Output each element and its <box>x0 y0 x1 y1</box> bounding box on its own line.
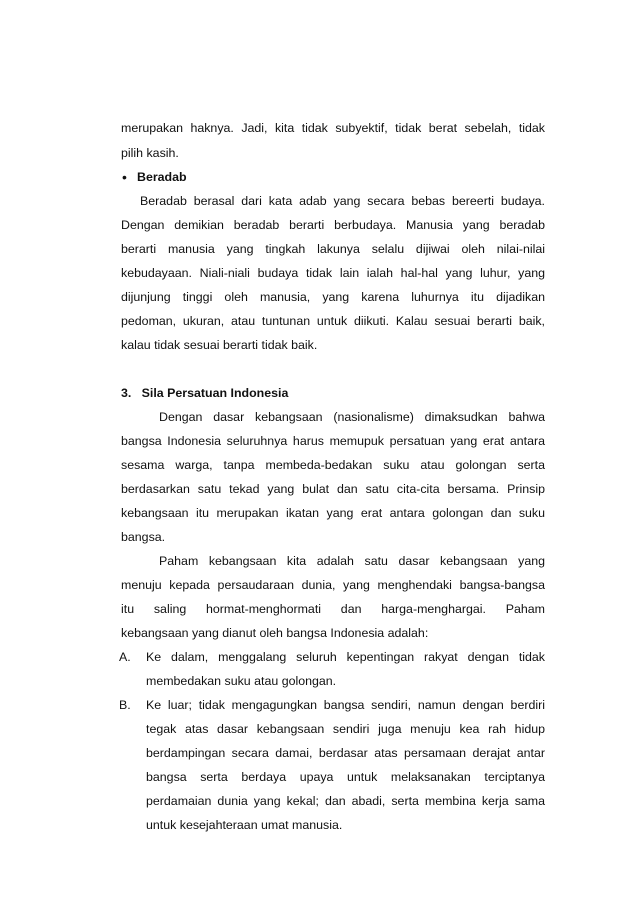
paragraph-line: Dengan dasar kebangsaan (nasionalisme) dimaksudkan bahwa <box>159 410 545 424</box>
paragraph-line: kalau tidak sesuai berarti tidak baik. <box>121 338 318 352</box>
list-item-line: untuk kesejahteraan umat manusia. <box>146 818 343 832</box>
list-marker-b: B. <box>119 698 131 712</box>
list-item-line: berdampingan secara damai, berdasar atas persamaan derajat antar <box>146 746 545 760</box>
paragraph-line: bangsa. <box>121 530 166 544</box>
paragraph-line: itu saling hormat-menghormati dan harga-menghargai. Paham <box>121 602 545 616</box>
paragraph-line: pedoman, ukuran, atau tuntunan untuk diikuti. Kalau sesuai berarti baik, <box>121 314 545 328</box>
list-item-line: tegak atas dasar kebangsaan sendiri juga menuju kea rah hidup <box>146 722 545 736</box>
paragraph-line: sesama warga, tanpa membeda-bedakan suku atau golongan serta <box>121 458 545 472</box>
list-marker-a: A. <box>119 650 131 664</box>
paragraph-line: berarti manusia yang tingkah lakunya selalu dijiwai oleh nilai-nilai <box>121 242 545 256</box>
bullet-icon: • <box>122 169 127 185</box>
list-item-line: Ke luar; tidak mengagungkan bangsa sendiri, namun dengan berdiri <box>146 698 545 712</box>
list-item-line: perdamaian dunia yang kekal; dan abadi, serta membina kerja sama <box>146 794 545 808</box>
paragraph-line: kebudayaan. Niali-niali budaya tidak lain ialah hal-hal yang luhur, yang <box>121 266 545 280</box>
paragraph-line: kebangsaan itu merupakan ikatan yang erat antara golongan dan suku <box>121 506 545 520</box>
list-item-line: membedakan suku atau golongan. <box>146 674 337 688</box>
paragraph-line: dijunjung tinggi oleh manusia, yang karena luhurnya itu dijadikan <box>121 290 545 304</box>
section-heading: 3. Sila Persatuan Indonesia <box>121 386 289 400</box>
list-item-line: bangsa serta berdaya upaya untuk melaksanakan terciptanya <box>146 770 545 784</box>
paragraph-line: Beradab berasal dari kata adab yang secara bebas bereerti budaya. <box>140 194 545 208</box>
paragraph-line: Dengan demikian beradab berarti berbudaya. Manusia yang beradab <box>121 218 545 232</box>
paragraph-line: pilih kasih. <box>121 146 179 160</box>
paragraph-line: kebangsaan yang dianut oleh bangsa Indonesia adalah: <box>121 626 429 640</box>
paragraph-line: merupakan haknya. Jadi, kita tidak subyektif, tidak berat sebelah, tidak <box>121 121 545 135</box>
paragraph-line: berdasarkan satu tekad yang bulat dan satu cita-cita bersama. Prinsip <box>121 482 545 496</box>
subheading-beradab: Beradab <box>137 170 187 184</box>
paragraph-line: menuju kepada persaudaraan dunia, yang menghendaki bangsa-bangsa <box>121 578 545 592</box>
paragraph-line: Paham kebangsaan kita adalah satu dasar kebangsaan yang <box>159 554 545 568</box>
list-item-line: Ke dalam, menggalang seluruh kepentingan rakyat dengan tidak <box>146 650 545 664</box>
paragraph-line: bangsa Indonesia seluruhnya harus memupuk persatuan yang erat antara <box>121 434 545 448</box>
